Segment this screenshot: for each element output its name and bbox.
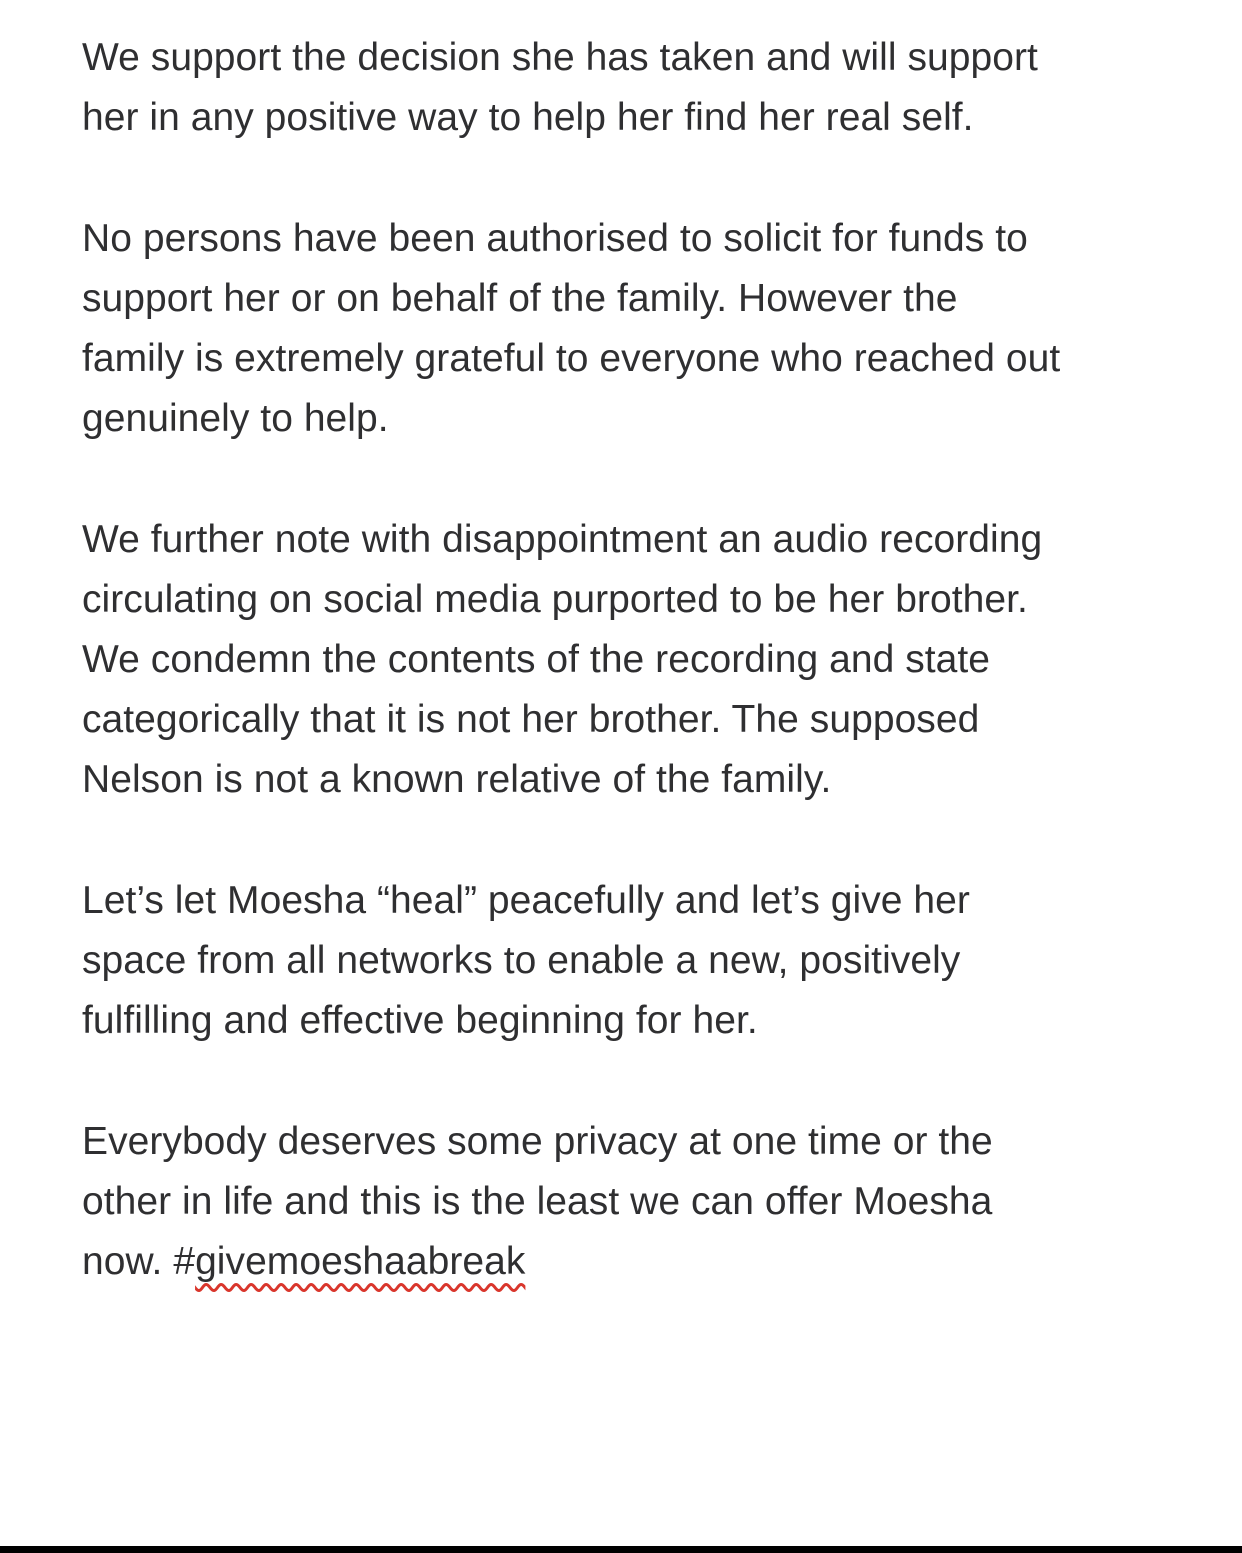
bottom-edge-bar xyxy=(0,1546,1242,1553)
hashtag-misspelled-word[interactable]: givemoeshaabreak xyxy=(195,1240,526,1283)
paragraph-no-fund-solicitation: No persons have been authorised to solicit for funds to support her or on behalf of the family. However the family is extremely grateful to everyone who reached out genuinely to help. xyxy=(82,216,1061,441)
note-body[interactable] xyxy=(82,28,1192,1352)
paragraph-privacy-text: Everybody deserves some privacy at one time or the other in life and this is the least we can offer Moesha now. # xyxy=(82,1119,993,1283)
paragraph-privacy xyxy=(82,1112,1192,1293)
paragraph-support-decision: We support the decision she has taken and will support her in any positive way to help her find her real self. xyxy=(82,36,1038,140)
paragraph-let-moesha-heal: Let’s let Moesha “heal” peacefully and let’s give her space from all networks to enable a new, positively fulfilling and effective beginning for her. xyxy=(82,878,970,1043)
paragraph-audio-recording: We further note with disappointment an audio recording circulating on social media purported to be her brother. We condemn the contents of the recording and state categorically that it is not her brother. The supposed Nelson is not a known relative of the family. xyxy=(82,517,1043,802)
